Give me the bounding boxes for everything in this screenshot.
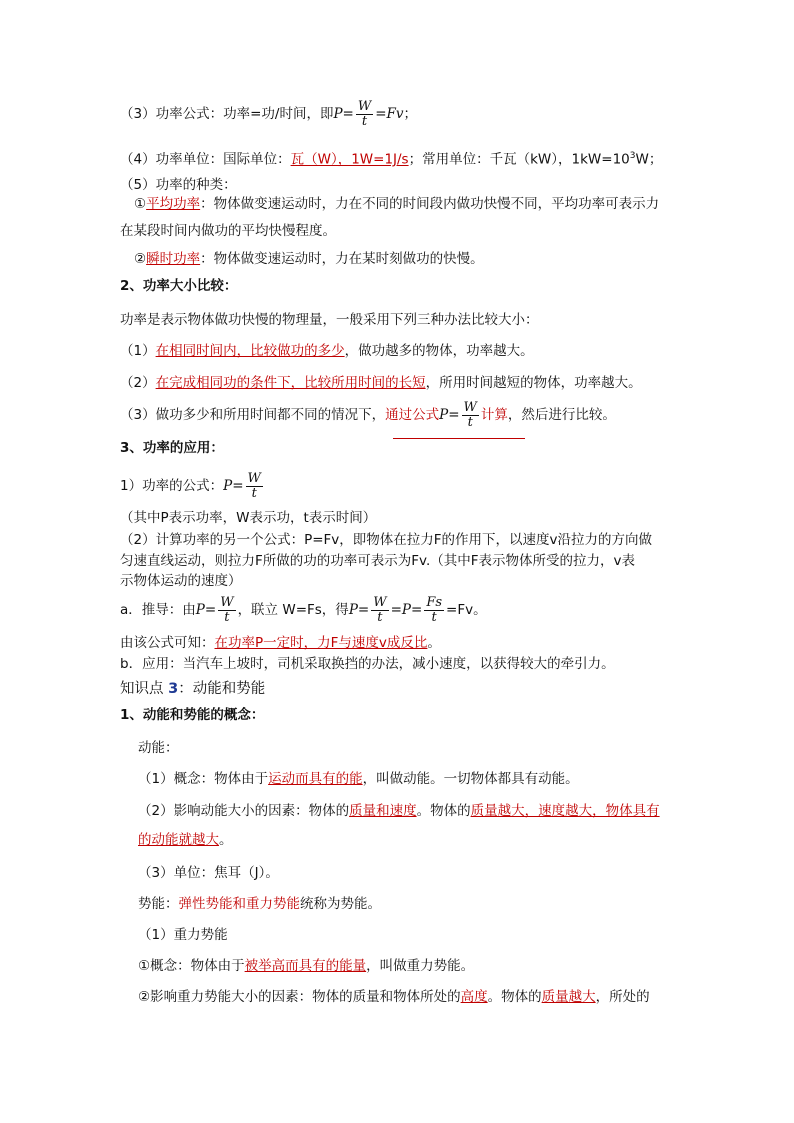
fraction-w-over-t: $\frac{W}{t}$: [373, 594, 387, 625]
kinetic-factors-line-2: 的动能就越大。: [138, 832, 233, 848]
fraction-fs-over-t: $\frac{Fs}{t}$: [426, 594, 443, 625]
kinetic-unit-line: （3）单位：焦耳（J）。: [138, 865, 279, 881]
second-formula-line-2: 匀速直线运动，则拉力F所做的功的功率可表示为Fv.（其中F表示物体所受的拉力，v表: [120, 553, 636, 569]
power-formula-app: 1）功率的公式：P= $\frac{W}{t}$: [120, 470, 261, 501]
compare-method-3: （3）做功多少和所用时间都不同的情况下，通过公式P= $\frac{W}{t}$ 计算，然后进行比较。: [120, 399, 616, 430]
power-unit-line: （4）功率单位：国际单位：瓦（W），1W=1J/s；常用单位：千瓦（kW），$1kW=10^3W$；: [120, 151, 663, 168]
kinetic-factors-line: （2）影响动能大小的因素：物体的质量和速度。物体的质量越大，速度越大，物体具有: [138, 803, 660, 819]
fraction-w-over-t: $\frac{W}{t}$: [463, 399, 477, 430]
inverse-proportion-line: 由该公式可知：在功率P一定时，力F与速度v成反比。: [120, 635, 441, 651]
knowledge-point-title: 知识点 3：动能和势能: [120, 681, 266, 697]
second-formula-line-3: 示物体运动的速度）: [120, 573, 242, 589]
fraction-w-over-t: $\frac{W}{t}$: [357, 98, 372, 129]
application-line: b．应用：当汽车上坡时，司机采取换挡的办法，减小速度，以获得较大的牵引力。: [120, 656, 615, 672]
instant-power-line: ②瞬时功率：物体做变速运动时，力在某时刻做功的快慢。: [134, 251, 484, 267]
kinetic-energy-label: 动能：: [138, 740, 179, 756]
section-heading-2: 2、功率大小比较：: [120, 278, 238, 294]
compare-intro-line: 功率是表示物体做功快慢的物理量，一般采用下列三种办法比较大小：: [120, 312, 539, 328]
fraction-w-over-t: $\frac{W}{t}$: [247, 470, 261, 501]
gravity-concept-line: ①概念：物体由于被举高而具有的能量，叫做重力势能。: [138, 958, 475, 974]
fraction-w-over-t: $\frac{W}{t}$: [220, 594, 234, 625]
second-formula-line-1: （2）计算功率的另一个公式：P=Fv，即物体在拉力F的作用下，以速度v沿拉力的方向做: [120, 532, 653, 548]
power-formula-line: （3）功率公式：功率=功/时间，即P= $\frac{W}{t}$ =Fv；: [120, 98, 418, 129]
power-types-line: （5）功率的种类：: [120, 177, 237, 193]
average-power-line: ①平均功率：物体做变速运动时，力在不同的时间段内做功快慢不同，平均功率可表示力: [134, 196, 660, 212]
symbol-p: P: [333, 106, 343, 122]
gravity-potential-heading: （1）重力势能: [138, 927, 228, 943]
section-heading-4: 1、动能和势能的概念：: [120, 707, 265, 723]
compare-method-1: （1）在相同时间内，比较做功的多少，做功越多的物体，功率越大。: [120, 343, 534, 359]
average-power-line-2: 在某段时间内做功的平均快慢程度。: [120, 223, 336, 239]
formula-explanation: （其中P表示功率，W表示功，t表示时间）: [120, 510, 377, 526]
gravity-factors-line: ②影响重力势能大小的因素：物体的质量和物体所处的高度。物体的质量越大，所处的: [138, 989, 650, 1005]
section-heading-3: 3、功率的应用：: [120, 440, 224, 456]
formula-underline: [393, 438, 525, 439]
potential-energy-line: 势能：弹性势能和重力势能统称为势能。: [138, 896, 381, 912]
compare-method-2: （2）在完成相同功的条件下，比较所用时间的长短，所用时间越短的物体，功率越大。: [120, 375, 642, 391]
derivation-line: a．推导：由P= $\frac{W}{t}$ ，联立 W=Fs，得P= $\frac{W}{t}$ =P= $\frac{Fs}{t}$ =Fv。: [120, 594, 487, 625]
kinetic-concept-line: （1）概念：物体由于运动而具有的能，叫做动能。一切物体都具有动能。: [138, 771, 579, 787]
